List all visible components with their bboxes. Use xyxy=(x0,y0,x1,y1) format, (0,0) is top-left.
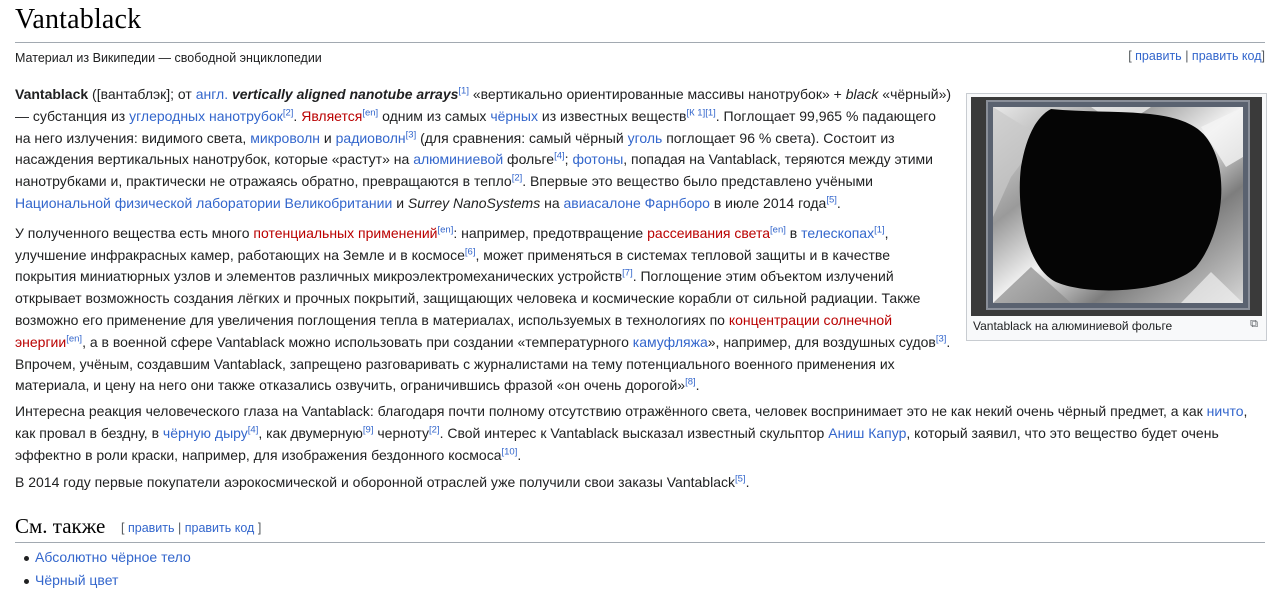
text: . Поглощает 99,965 % падающего на него излучения: видимого света, xyxy=(15,107,936,146)
reference[interactable]: [6] xyxy=(464,245,476,257)
text: . Свой интерес к Vantablack высказал известный скульптор xyxy=(439,424,829,441)
list-item xyxy=(15,546,191,569)
paragraph-1 xyxy=(15,84,955,215)
reference-en[interactable]: [en] xyxy=(66,333,83,345)
reference[interactable]: [1] xyxy=(458,85,469,97)
link-nothing[interactable]: ничто xyxy=(1206,403,1244,419)
paragraph-2 xyxy=(15,223,955,397)
text: , как провал в бездну, в xyxy=(15,403,1248,441)
link-radiowaves[interactable]: радиоволн xyxy=(335,129,406,146)
redlink-applications[interactable]: потенциальных применений xyxy=(253,224,438,241)
text: . xyxy=(745,474,750,490)
link-npl[interactable]: Национальной физической лаборатории Великобритании xyxy=(15,194,393,211)
separator: | xyxy=(178,521,182,535)
reference[interactable]: [4] xyxy=(554,150,565,162)
text: одним из самых xyxy=(378,107,491,124)
link-black[interactable]: чёрных xyxy=(490,107,538,124)
figure-thumbnail xyxy=(966,93,1267,341)
reference[interactable]: [4] xyxy=(247,424,259,436)
link-aluminium[interactable]: алюминиевой xyxy=(413,151,504,168)
link-english[interactable]: англ. xyxy=(195,86,229,102)
text: , попадая на Vantablack, теряются между этими нанотрубками и, практически не отражаясь обратно, превращаются в тепло xyxy=(15,151,933,190)
bracket-open: [ xyxy=(1128,49,1132,63)
reference[interactable]: [5] xyxy=(735,473,746,485)
page-title: Vantablack xyxy=(15,4,142,35)
page-edit-links xyxy=(1128,49,1265,63)
link-farnborough[interactable]: авиасалоне Фарнборо xyxy=(563,194,710,211)
link-anish-kapoor[interactable]: Аниш Капур xyxy=(828,424,907,441)
bracket-open: [ xyxy=(121,521,125,535)
text: : например, предотвращение xyxy=(453,224,648,241)
link-black-hole[interactable]: чёрную дыру xyxy=(162,424,248,441)
text: в июле 2014 года xyxy=(709,194,827,211)
reference[interactable]: [3] xyxy=(405,128,417,140)
title-divider xyxy=(15,42,1265,43)
text: черноту xyxy=(373,424,430,441)
reference[interactable]: [8] xyxy=(685,376,696,388)
section-edit-link[interactable]: править xyxy=(127,521,175,535)
reference[interactable]: [10] xyxy=(501,445,518,457)
reference-en[interactable]: [en] xyxy=(770,224,786,236)
bullet-icon xyxy=(24,579,29,584)
section-divider xyxy=(15,542,1265,543)
term-surrey: Surrey NanoSystems xyxy=(407,194,541,211)
list-item xyxy=(15,569,191,592)
text: . Впрочем, учёным, создавшим Vantablack, запрещено разговаривать с журналистами на тему потенциального военного применения их материала, и цену на него они также отказались озвучить, ограничившись фразой «он очень дорогой» xyxy=(15,333,951,394)
link-telescopes[interactable]: телескопах xyxy=(801,224,875,241)
note-reference[interactable]: [К 1] xyxy=(686,107,706,119)
text: . xyxy=(695,377,700,394)
term-english: vertically aligned nanotube arrays xyxy=(231,86,459,102)
reference[interactable]: [1] xyxy=(705,107,716,119)
figure-caption: Vantablack на алюминиевой фольге xyxy=(973,319,1173,333)
reference[interactable]: [7] xyxy=(622,267,633,279)
link-coal[interactable]: уголь xyxy=(627,129,663,146)
term-bold: Vantablack xyxy=(15,86,89,102)
text: . xyxy=(293,107,302,124)
text: . Поглощение этим объектом излучений открывает возможность создания лёгких и прочных покрытий, защищающих человека и космические корабли от сильной радиации. Также возможно его применение для увеличения поглощения тепла в материалах, используемых в технологиях по xyxy=(15,268,921,328)
paragraph-4 xyxy=(15,472,1270,494)
text: . Впервые это вещество было представлено учёными xyxy=(522,173,873,190)
reference[interactable]: [2] xyxy=(511,172,523,184)
bracket-close: ] xyxy=(257,521,262,535)
text: фольге xyxy=(503,151,555,168)
text: и xyxy=(320,129,336,146)
paragraph-3 xyxy=(15,401,1270,466)
link-microwaves[interactable]: микроволн xyxy=(250,129,321,146)
text: Интересна реакция человеческого глаза на Vantablack: благодаря почти полному отсутствию отражённого света, человек воспринимает это не как некий очень чёрный предмет, а как xyxy=(15,403,1207,419)
text: ([вантаблэк]; от xyxy=(88,86,196,102)
link-nanotubes[interactable]: углеродных нанотрубок xyxy=(129,107,283,124)
separator: | xyxy=(1185,49,1189,63)
text: , а в военной сфере Vantablack можно использовать при создании «температурного xyxy=(82,333,633,350)
text: (для сравнения: самый чёрный xyxy=(416,129,628,146)
text: , улучшение инфракрасных камер, работающих на Земле и в космосе xyxy=(15,224,889,263)
reference-en[interactable]: [en] xyxy=(437,224,454,236)
text: на xyxy=(540,194,564,211)
edit-code-link[interactable]: править код xyxy=(1191,49,1262,63)
reference[interactable]: [2] xyxy=(282,107,294,119)
text: из известных веществ xyxy=(537,107,687,124)
text: . xyxy=(517,446,522,463)
redlink-light-scattering[interactable]: рассеивания света xyxy=(647,224,771,241)
text: У полученного вещества есть много xyxy=(15,224,254,241)
article-body xyxy=(15,84,955,405)
reference-en[interactable]: [en] xyxy=(362,107,379,119)
link-photons[interactable]: фотоны xyxy=(572,151,624,168)
text: «чёрный») — субстанция из xyxy=(15,86,952,124)
text: , как двумерную xyxy=(258,424,363,441)
reference[interactable]: [5] xyxy=(826,194,837,206)
text: », например, для воздушных судов xyxy=(707,333,936,350)
reference[interactable]: [1] xyxy=(874,224,885,236)
text: и xyxy=(392,194,408,211)
text: «вертикально ориентированные массивы нанотрубок» + xyxy=(468,86,846,102)
text: , который заявил, что это вещество будет очень эффектно в роли краски, например, для изображения бездонного космоса xyxy=(15,424,1219,463)
reference[interactable]: [9] xyxy=(362,424,374,436)
redlink-solar-concentration[interactable]: концентрации солнечной энергии xyxy=(15,311,893,350)
edit-link[interactable]: править xyxy=(1135,49,1182,63)
term-black: black xyxy=(845,86,879,102)
see-also-list xyxy=(15,546,191,592)
bracket-close: ] xyxy=(1261,49,1265,63)
text: . xyxy=(836,194,841,211)
section-edit-code-link[interactable]: править код xyxy=(184,521,255,535)
bullet-icon xyxy=(24,556,29,561)
reference[interactable]: [2] xyxy=(429,424,440,436)
site-tagline: Материал из Википедии — свободной энциклопедии xyxy=(15,51,322,65)
reference[interactable]: [3] xyxy=(935,333,947,345)
link-camouflage[interactable]: камуфляжа xyxy=(632,333,708,350)
section-heading-see-also: См. также xyxy=(15,514,106,538)
section-edit-links xyxy=(121,521,261,535)
text: ; xyxy=(564,151,573,168)
text: В 2014 году первые покупатели аэрокосмической и оборонной отраслей уже получили свои заказы Vantablack xyxy=(15,474,735,490)
redlink-is[interactable]: Является xyxy=(301,107,363,124)
text: поглощает 96 % света). Состоит из насаждения вертикальных нанотрубок, которые «растут» на xyxy=(15,129,895,168)
text: в xyxy=(785,224,802,241)
link-black-color[interactable]: Чёрный цвет xyxy=(35,572,119,588)
text: , может применяться в системах тепловой защиты и в качестве покрытия миниатюрных узлов и элементов различных микроэлектромеханических устройств xyxy=(15,246,890,285)
magnify-icon[interactable]: ⧉ xyxy=(1250,318,1258,330)
link-blackbody[interactable]: Абсолютно чёрное тело xyxy=(35,549,191,565)
vantablack-photo[interactable] xyxy=(971,97,1262,316)
